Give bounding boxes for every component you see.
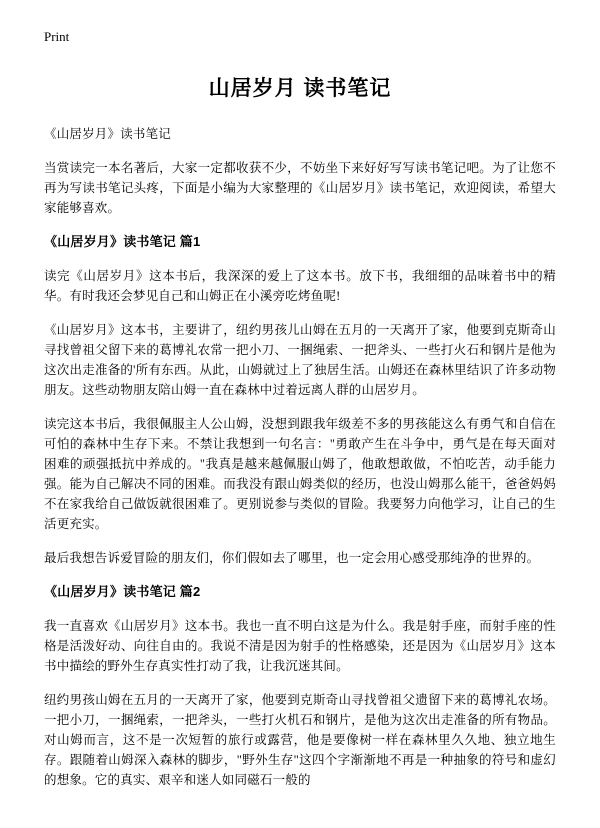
paragraph: 纽约男孩山姆在五月的一天离开了家，他要到克斯奇山寻找曾祖父遗留下来的葛博礼农场。一把小刀，一捆绳索，一把斧头，一些打火机石和钢片，是他为这次出走准备的所有物品。对山姆而言，这不是一次短暂的旅行或露营，他是要像树一样在森林里久久地、独立地生存。跟随着山姆深入森林的脚步，"野外生存"这四个字渐渐地不再是一种抽象的符号和虚幻的想象。它的真实、艰辛和迷人如同磁石一般的: [44, 693, 556, 787]
section-heading: 《山居岁月》读书笔记 篇2: [44, 584, 201, 599]
print-link[interactable]: Print: [44, 29, 70, 44]
paragraph: 《山居岁月》这本书，主要讲了，纽约男孩儿山姆在五月的一天离开了家，他要到克斯奇山寻找曾祖父留下来的葛博礼农常一把小刀、一捆绳索、一把斧头、一些打火石和钢片是他为这次出走准备的'所有东西。从此，山姆就过上了独居生活。山姆还在森林里结识了许多动物朋友。这些动物朋友陪山姆一直在森林中过着远离人群的山居岁月。: [44, 323, 556, 397]
section-heading: 《山居岁月》读书笔记 篇1: [44, 234, 201, 249]
paragraph: 我一直喜欢《山居岁月》这本书。我也一直不明白这是为什么。我是射手座，而射手座的性格是活泼好动、向往自由的。我说不清是因为射手的性格感染，还是因为《山居岁月》这本书中描绘的野外生存真实性打动了我，让我沉迷其间。: [44, 619, 556, 673]
paragraph: 当赏读完一本名著后，大家一定都收获不少，不妨坐下来好好写写读书笔记吧。为了让您不再为写读书笔记头疼，下面是小编为大家整理的《山居岁月》读书笔记，欢迎阅读，希望大家能够喜欢。: [44, 161, 556, 215]
paragraph: 《山居岁月》读书笔记: [44, 127, 172, 141]
paragraph: 读完这本书后，我很佩服主人公山姆，没想到跟我年级差不多的男孩能这么有勇气和自信在可怕的森林中生存下来。不禁让我想到一句名言："勇敢产生在斗争中，勇气是在每天面对困难的顽强抵抗中养成的。"我真是越来越佩服山姆了，他敢想敢做，不怕吃苦，动手能力强。能为自己解决不同的困难。而我没有跟山姆类似的经历，也没山姆那么能干，爸爸妈妈不在家我给自己做饭就很困难了。更别说参与类似的冒险。我要努力向他学习，让自己的生活更充实。: [44, 417, 556, 531]
page-title: 山居岁月 读书笔记: [208, 77, 392, 100]
paragraph: 读完《山居岁月》这本书后，我深深的爱上了这本书。放下书，我细细的品味着书中的精华。有时我还会梦见自己和山姆正在小溪旁吃烤鱼呢!: [44, 269, 556, 303]
document-body: [44, 124, 556, 790]
paragraph: 最后我想告诉爱冒险的朋友们，你们假如去了哪里，也一定会用心感受那纯净的世界的。: [44, 551, 540, 565]
